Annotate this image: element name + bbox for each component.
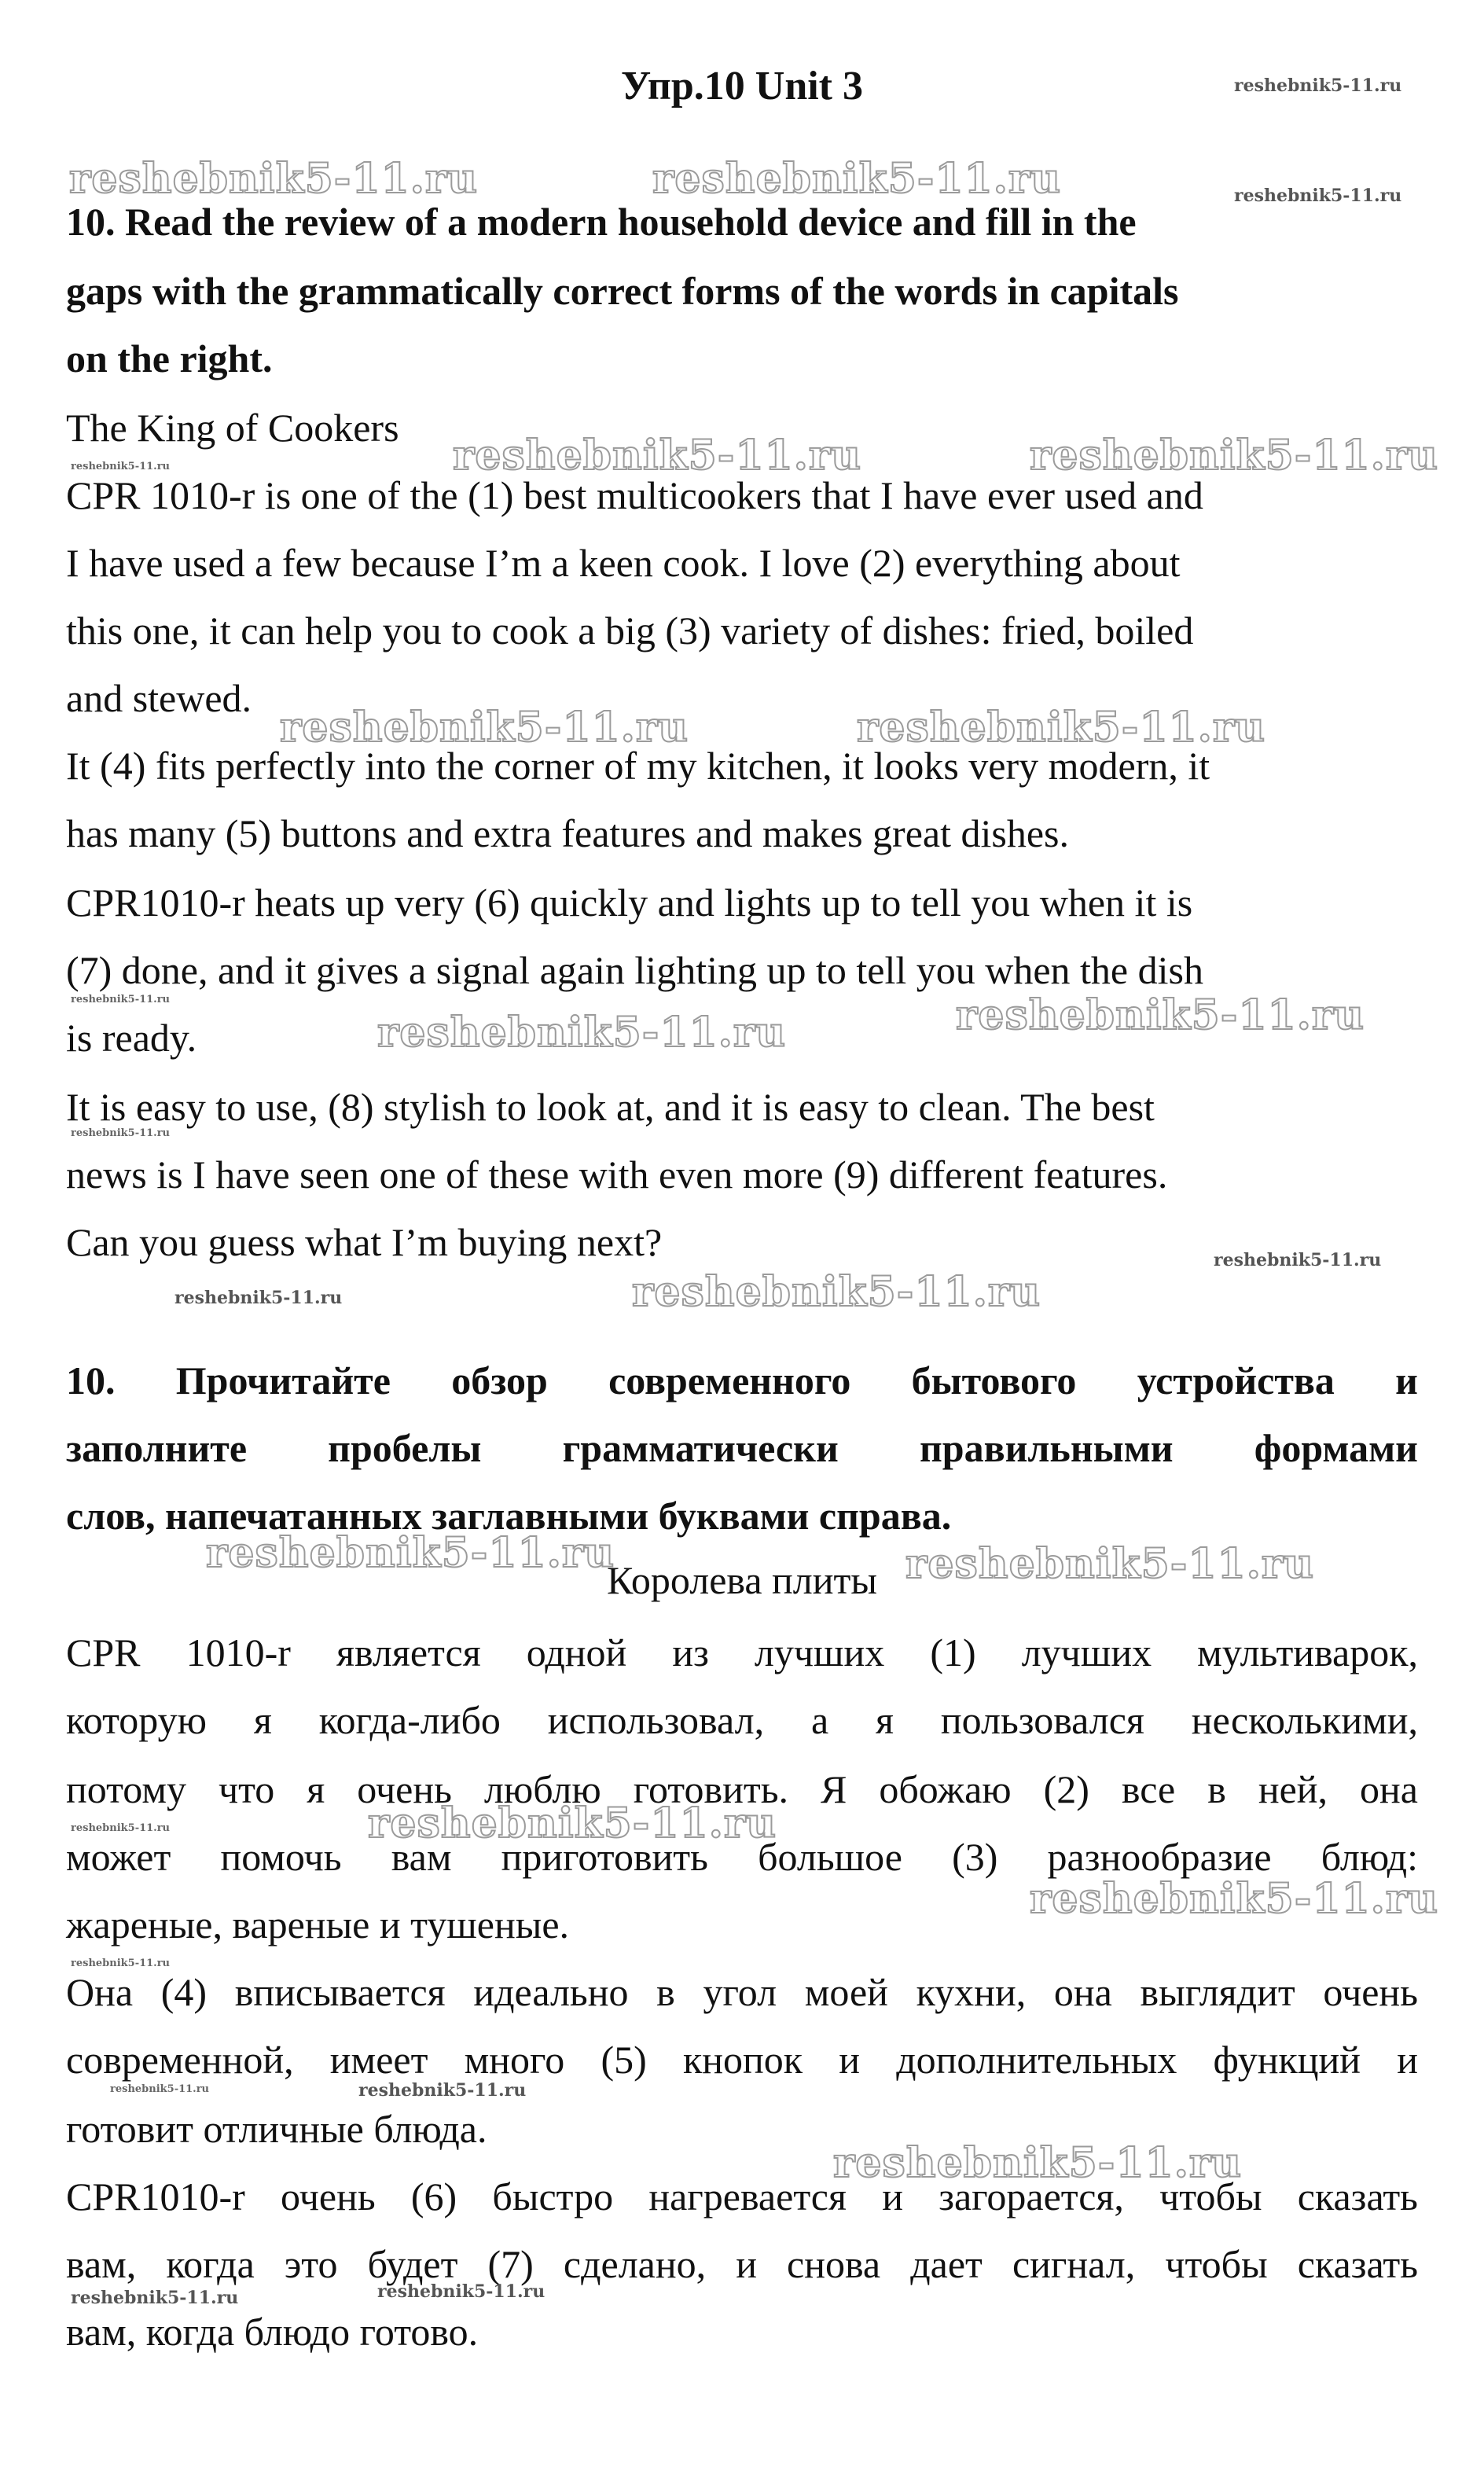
english-text-line: and stewed. xyxy=(66,676,252,720)
english-text-line: news is I have seen one of these with even more (9) different features. xyxy=(66,1152,1168,1197)
russian-text-line: современной, имеет много (5) кнопок и дополнительных функций и xyxy=(66,2038,1418,2082)
watermark: reshebnik5-11.ru xyxy=(71,1822,171,1834)
watermark: reshebnik5-11.ru xyxy=(1234,75,1402,96)
watermark: reshebnik5-11.ru xyxy=(652,155,1062,203)
watermark: reshebnik5-11.ru xyxy=(632,1268,1041,1316)
watermark: reshebnik5-11.ru xyxy=(71,994,171,1005)
english-heading: The King of Cookers xyxy=(66,406,399,450)
russian-text-line: готовит отличные блюда. xyxy=(66,2107,487,2151)
watermark: reshebnik5-11.ru xyxy=(905,1540,1315,1588)
russian-task-line: слов, напечатанных заглавными буквами справа. xyxy=(66,1494,952,1538)
russian-heading: Королева плиты xyxy=(607,1558,877,1602)
english-text-line: It (4) fits perfectly into the corner of my kitchen, it looks very modern, it xyxy=(66,744,1210,788)
watermark: reshebnik5-11.ru xyxy=(69,155,479,203)
russian-task-line: заполните пробелы грамматически правильными формами xyxy=(66,1426,1418,1470)
english-text-line: has many (5) buttons and extra features and makes great dishes. xyxy=(66,811,1069,855)
watermark: reshebnik5-11.ru xyxy=(377,2281,545,2302)
watermark: reshebnik5-11.ru xyxy=(71,1127,171,1139)
english-text-line: Can you guess what I’m buying next? xyxy=(66,1220,663,1264)
watermark: reshebnik5-11.ru xyxy=(833,2139,1243,2187)
watermark: reshebnik5-11.ru xyxy=(358,2080,527,2101)
russian-text-line: которую я когда-либо использовал, а я пользовался несколькими, xyxy=(66,1698,1418,1742)
watermark: reshebnik5-11.ru xyxy=(453,432,862,480)
english-text-line: is ready. xyxy=(66,1016,197,1060)
english-task-line: 10. Read the review of a modern household device and fill in the xyxy=(66,200,1137,244)
watermark: reshebnik5-11.ru xyxy=(71,1957,171,1969)
watermark: reshebnik5-11.ru xyxy=(956,991,1365,1039)
english-text-line: this one, it can help you to cook a big (3) variety of dishes: fried, boiled xyxy=(66,608,1194,652)
english-task-line: gaps with the grammatically correct forms of the words in capitals xyxy=(66,269,1179,313)
russian-text-line: вам, когда это будет (7) сделано, и снова дает сигнал, чтобы сказать xyxy=(66,2242,1418,2286)
russian-text-line: CPR 1010-r является одной из лучших (1) лучших мультиварок, xyxy=(66,1630,1418,1674)
watermark: reshebnik5-11.ru xyxy=(110,2083,210,2095)
watermark: reshebnik5-11.ru xyxy=(1234,186,1402,206)
english-text-line: (7) done, and it gives a signal again lighting up to tell you when the dish xyxy=(66,948,1203,992)
russian-text-line: потому что я очень люблю готовить. Я обожаю (2) все в ней, она xyxy=(66,1767,1418,1811)
russian-text-line: может помочь вам приготовить большое (3) разнообразие блюд: xyxy=(66,1835,1418,1879)
watermark: reshebnik5-11.ru xyxy=(71,461,171,472)
watermark: reshebnik5-11.ru xyxy=(377,1009,787,1057)
english-task-line: on the right. xyxy=(66,336,273,380)
english-text-line: I have used a few because I’m a keen cook. I love (2) everything about xyxy=(66,541,1181,585)
watermark: reshebnik5-11.ru xyxy=(71,2288,239,2308)
russian-text-line: жареные, вареные и тушеные. xyxy=(66,1902,570,1946)
watermark: reshebnik5-11.ru xyxy=(174,1288,343,1308)
english-text-line: CPR1010-r heats up very (6) quickly and lights up to tell you when it is xyxy=(66,880,1193,925)
watermark: reshebnik5-11.ru xyxy=(857,704,1266,752)
russian-text-line: Она (4) вписывается идеально в угол моей кухни, она выглядит очень xyxy=(66,1970,1418,2014)
watermark: reshebnik5-11.ru xyxy=(1030,1875,1439,1923)
page-title: Упр.10 Unit 3 xyxy=(620,64,863,108)
russian-text-line: вам, когда блюдо готово. xyxy=(66,2310,479,2354)
watermark: reshebnik5-11.ru xyxy=(1214,1250,1382,1270)
english-text-line: CPR 1010-r is one of the (1) best multicookers that I have ever used and xyxy=(66,473,1203,517)
watermark: reshebnik5-11.ru xyxy=(1030,432,1439,480)
russian-task-line: 10. Прочитайте обзор современного бытового устройства и xyxy=(66,1358,1418,1402)
english-text-line: It is easy to use, (8) stylish to look at, and it is easy to clean. The best xyxy=(66,1085,1155,1129)
watermark: reshebnik5-11.ru xyxy=(280,704,689,752)
russian-text-line: CPR1010-r очень (6) быстро нагревается и загорается, чтобы сказать xyxy=(66,2174,1418,2218)
watermark: reshebnik5-11.ru xyxy=(206,1529,615,1577)
watermark: reshebnik5-11.ru xyxy=(368,1799,777,1847)
